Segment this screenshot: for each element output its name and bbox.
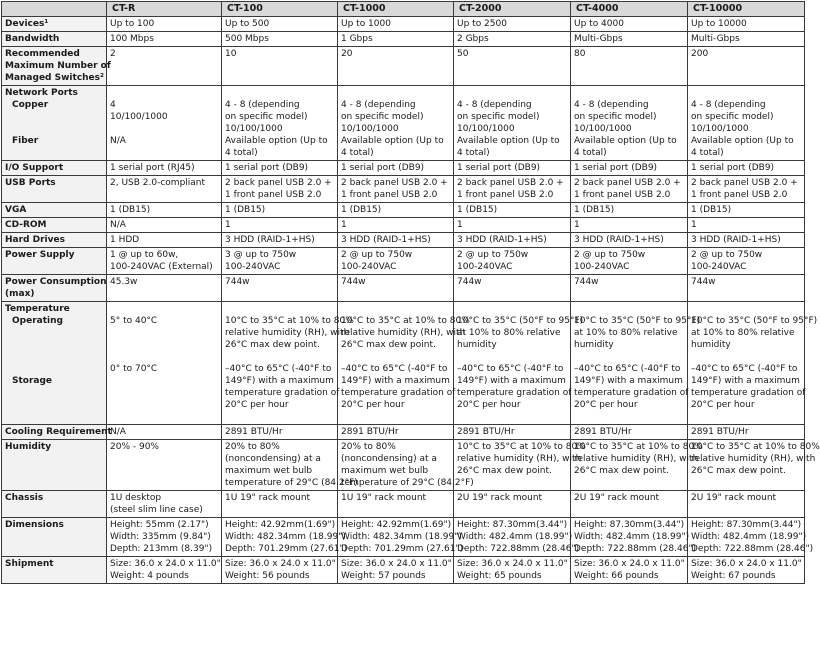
label-network-ports: Network Ports (5, 88, 78, 98)
row-label-usb-ports: USB Ports (2, 176, 107, 203)
cell-chassis-ct-10000 (688, 491, 805, 518)
humidity-line: 10°C to 35°C at 10% to 80% (574, 442, 703, 452)
copper-line: on specific model) (225, 112, 308, 122)
psu-line: 2 @ up to 750w (341, 250, 413, 260)
cell-ports-ct-4000 (571, 86, 688, 161)
cell-hdd-ct-4000: 3 HDD (RAID-1+HS) (571, 233, 688, 248)
ship-line: Size: 36.0 x 24.0 x 11.0" (110, 559, 221, 569)
cell-hdd-ct-10000: 3 HDD (RAID-1+HS) (688, 233, 805, 248)
cell-switches-ct-10000: 200 (688, 47, 805, 86)
humidity-line: (noncondensing) at a (341, 454, 437, 464)
storage-line: temperature gradation of (341, 388, 456, 398)
row-shipment (2, 557, 805, 584)
chassis-line: 2U 19" rack mount (457, 493, 543, 503)
label-line: Managed Switches² (5, 73, 104, 83)
dims-line: Height: 87.30mm(3.44") (691, 520, 802, 530)
storage-line: 149°F) with a maximum (574, 376, 683, 386)
dims-line: Width: 482.4mm (18.99") (691, 532, 807, 542)
cell-devices-ct-10000: Up to 10000 (688, 17, 805, 32)
usb-line: 2 back panel USB 2.0 + (457, 178, 564, 188)
dims-line: Depth: 701.29mm (27.61") (341, 544, 464, 554)
chassis-line: 1U 19" rack mount (341, 493, 427, 503)
storage-line: temperature gradation of (574, 388, 689, 398)
header-ct-1000: CT-1000 (338, 2, 454, 17)
chassis-line: 1U desktop (110, 493, 162, 503)
humidity-line: relative humidity (RH), with (457, 454, 582, 464)
humidity-line: temperature of 29°C (84.2°F) (341, 478, 474, 488)
dims-line: Width: 482.34mm (18.99") (341, 532, 462, 542)
cell-devices-ct-100: Up to 500 (222, 17, 338, 32)
row-label-network-ports (2, 86, 107, 161)
row-hard-drives (2, 233, 805, 248)
row-label-cdrom: CD-ROM (2, 218, 107, 233)
operating-line: at 10% to 80% relative (457, 328, 561, 338)
humidity-line: 10°C to 35°C at 10% to 80% (691, 442, 820, 452)
storage-line: 149°F) with a maximum (225, 376, 334, 386)
row-label-vga: VGA (2, 203, 107, 218)
psu-line: 1 @ up to 60w, (110, 250, 179, 260)
cell-ship-ct-10000 (688, 557, 805, 584)
row-label-chassis: Chassis (2, 491, 107, 518)
cell-pwr-ct-10000: 744w (688, 275, 805, 302)
dims-line: Width: 482.34mm (18.99") (225, 532, 346, 542)
row-label-dimensions: Dimensions (2, 518, 107, 557)
cell-cdrom-ct-100: 1 (222, 218, 338, 233)
cell-vga-ct-4000: 1 (DB15) (571, 203, 688, 218)
cell-switches-ct-1000: 20 (338, 47, 454, 86)
cell-dims-ct-4000 (571, 518, 697, 557)
cell-cooling-ct-r: N/A (107, 425, 222, 440)
dims-line: Depth: 722.88mm (28.46") (691, 544, 814, 554)
cell-cooling-ct-1000: 2891 BTU/Hr (338, 425, 454, 440)
dims-line: Depth: 722.88mm (28.46") (574, 544, 697, 554)
cell-io-ct-1000: 1 serial port (DB9) (338, 161, 454, 176)
chassis-line: 2U 19" rack mount (691, 493, 777, 503)
usb-line: 2, USB 2.0-compliant (110, 178, 206, 188)
cell-humidity-ct-1000 (338, 440, 474, 491)
cell-cdrom-ct-1000: 1 (338, 218, 454, 233)
cell-hdd-ct-r: 1 HDD (107, 233, 222, 248)
row-dimensions (2, 518, 805, 557)
psu-line: 100-240VAC (457, 262, 513, 272)
cell-chassis-ct-100 (222, 491, 338, 518)
cell-ports-ct-r (107, 86, 222, 161)
ship-line: Weight: 56 pounds (225, 571, 310, 581)
cell-cdrom-ct-4000: 1 (571, 218, 688, 233)
psu-line: 100-240VAC (External) (110, 262, 213, 272)
cell-vga-ct-2000: 1 (DB15) (454, 203, 571, 218)
operating-line: 10°C to 35°C (50°F to 95°F) (574, 316, 701, 326)
psu-line: 3 @ up to 750w (225, 250, 297, 260)
cell-switches-ct-2000: 50 (454, 47, 571, 86)
operating-line: 10°C to 35°C at 10% to 80% (341, 316, 470, 326)
cell-dims-ct-1000 (338, 518, 464, 557)
fiber-line: 4 total) (574, 148, 607, 158)
humidity-line: maximum wet bulb (341, 466, 429, 476)
ship-line: Weight: 65 pounds (457, 571, 542, 581)
storage-line: 20°C per hour (225, 400, 289, 410)
copper-line: on specific model) (341, 112, 424, 122)
psu-line: 100-240VAC (225, 262, 281, 272)
fiber-line: Available option (Up to (457, 136, 560, 146)
cell-chassis-ct-r (107, 491, 222, 518)
label-fiber: Fiber (12, 136, 39, 146)
ship-line: Size: 36.0 x 24.0 x 11.0" (225, 559, 336, 569)
dims-line: Height: 87.30mm(3.44") (457, 520, 568, 530)
humidity-line: 20% to 80% (225, 442, 280, 452)
label-line: Maximum Number of (5, 61, 111, 71)
fiber-line: N/A (110, 136, 126, 146)
humidity-line: maximum wet bulb (225, 466, 313, 476)
row-label-cooling: Cooling Requirement (2, 425, 107, 440)
psu-line: 100-240VAC (341, 262, 397, 272)
cell-vga-ct-100: 1 (DB15) (222, 203, 338, 218)
operating-line: humidity (574, 340, 614, 350)
label-line: Power Consumption (5, 277, 107, 287)
cell-ports-ct-10000 (688, 86, 805, 161)
header-corner (2, 2, 107, 17)
operating-line: relative humidity (RH), with (225, 328, 350, 338)
cell-ship-ct-r (107, 557, 222, 584)
operating-line: at 10% to 80% relative (574, 328, 678, 338)
storage-line: –40°C to 65°C (-40°F to (225, 364, 332, 374)
psu-line: 100-240VAC (574, 262, 630, 272)
storage-line: –40°C to 65°C (-40°F to (341, 364, 448, 374)
humidity-line: temperature of 29°C (84.2°F) (225, 478, 358, 488)
cell-cooling-ct-100: 2891 BTU/Hr (222, 425, 338, 440)
cell-humidity-ct-100 (222, 440, 358, 491)
operating-line: 10°C to 35°C (50°F to 95°F) (691, 316, 818, 326)
ship-line: Weight: 66 pounds (574, 571, 659, 581)
copper-line: 10/100/1000 (225, 124, 283, 134)
header-ct-100: CT-100 (222, 2, 338, 17)
usb-line: 2 back panel USB 2.0 + (341, 178, 448, 188)
humidity-line: 10°C to 35°C at 10% to 80% (457, 442, 586, 452)
spec-comparison-table (1, 1, 820, 584)
cell-io-ct-10000: 1 serial port (DB9) (688, 161, 805, 176)
cell-vga-ct-1000: 1 (DB15) (338, 203, 454, 218)
dims-line: Width: 335mm (9.84") (110, 532, 211, 542)
label-temperature: Temperature (5, 304, 70, 314)
usb-line: 1 front panel USB 2.0 (225, 190, 322, 200)
psu-line: 2 @ up to 750w (574, 250, 646, 260)
header-ct-4000: CT-4000 (571, 2, 688, 17)
header-row (2, 2, 805, 17)
cell-ship-ct-2000 (454, 557, 571, 584)
storage-line: temperature gradation of (225, 388, 340, 398)
cell-humidity-ct-10000 (688, 440, 820, 491)
fiber-line: Available option (Up to (341, 136, 444, 146)
row-humidity (2, 440, 805, 491)
copper-line: 10/100/1000 (574, 124, 632, 134)
cell-psu-ct-100 (222, 248, 338, 275)
cell-pwr-ct-4000: 744w (571, 275, 688, 302)
humidity-line: 26°C max dew point. (457, 466, 552, 476)
row-label-power-consumption (2, 275, 107, 302)
psu-line: 2 @ up to 750w (457, 250, 529, 260)
humidity-line: relative humidity (RH), with (691, 454, 816, 464)
cell-bandwidth-ct-r: 100 Mbps (107, 32, 222, 47)
cell-devices-ct-r: Up to 100 (107, 17, 222, 32)
cell-psu-ct-r (107, 248, 222, 275)
cell-switches-ct-4000: 80 (571, 47, 688, 86)
cell-dims-ct-10000 (688, 518, 814, 557)
cell-cooling-ct-10000: 2891 BTU/Hr (688, 425, 805, 440)
row-chassis (2, 491, 805, 518)
cell-ports-ct-100 (222, 86, 338, 161)
cell-ports-ct-2000 (454, 86, 571, 161)
cell-humidity-ct-4000 (571, 440, 703, 491)
cell-temp-ct-1000 (338, 302, 470, 425)
storage-line: 20°C per hour (691, 400, 755, 410)
label-line: (max) (5, 289, 35, 299)
row-label-power-supply: Power Supply (2, 248, 107, 275)
row-power-consumption (2, 275, 805, 302)
copper-line: on specific model) (691, 112, 774, 122)
row-network-ports (2, 86, 805, 161)
humidity-line: relative humidity (RH), with (574, 454, 699, 464)
row-managed-switches (2, 47, 805, 86)
cell-io-ct-100: 1 serial port (DB9) (222, 161, 338, 176)
storage-line: 149°F) with a maximum (691, 376, 800, 386)
row-label-managed-switches (2, 47, 111, 86)
cell-dims-ct-100 (222, 518, 348, 557)
cell-devices-ct-4000: Up to 4000 (571, 17, 688, 32)
copper-line: 10/100/1000 (691, 124, 749, 134)
row-label-devices: Devices¹ (2, 17, 107, 32)
header-ct-2000: CT-2000 (454, 2, 571, 17)
operating-line: 10°C to 35°C at 10% to 80% (225, 316, 354, 326)
cell-bandwidth-ct-10000: Multi-Gbps (688, 32, 805, 47)
operating-line: 10°C to 35°C (50°F to 95°F) (457, 316, 584, 326)
copper-line: 4 - 8 (depending (574, 100, 649, 110)
dims-line: Height: 87.30mm(3.44") (574, 520, 685, 530)
cell-psu-ct-10000 (688, 248, 805, 275)
header-ct-10000: CT-10000 (688, 2, 805, 17)
row-temperature (2, 302, 805, 425)
fiber-line: 4 total) (457, 148, 490, 158)
label-line: Recommended (5, 49, 80, 59)
chassis-line: 2U 19" rack mount (574, 493, 660, 503)
row-label-shipment: Shipment (2, 557, 107, 584)
storage-line: temperature gradation of (691, 388, 806, 398)
storage-line: 149°F) with a maximum (457, 376, 566, 386)
cell-bandwidth-ct-100: 500 Mbps (222, 32, 338, 47)
ship-line: Weight: 57 pounds (341, 571, 426, 581)
ship-line: Size: 36.0 x 24.0 x 11.0" (691, 559, 802, 569)
row-devices (2, 17, 805, 32)
ship-line: Weight: 67 pounds (691, 571, 776, 581)
cell-temp-ct-4000 (571, 302, 701, 425)
row-label-io-support: I/O Support (2, 161, 107, 176)
storage-line: –40°C to 65°C (-40°F to (574, 364, 681, 374)
fiber-line: Available option (Up to (225, 136, 328, 146)
cell-usb-ct-4000 (571, 176, 688, 203)
cell-chassis-ct-4000 (571, 491, 688, 518)
ship-line: Size: 36.0 x 24.0 x 11.0" (457, 559, 568, 569)
copper-line: 4 - 8 (depending (691, 100, 766, 110)
row-cdrom (2, 218, 805, 233)
row-bandwidth (2, 32, 805, 47)
cell-vga-ct-10000: 1 (DB15) (688, 203, 805, 218)
dims-line: Height: 42.92mm(1.69") (225, 520, 336, 530)
usb-line: 1 front panel USB 2.0 (457, 190, 554, 200)
dims-line: Depth: 701.29mm (27.61") (225, 544, 348, 554)
cell-ship-ct-1000 (338, 557, 454, 584)
dims-line: Height: 55mm (2.17") (110, 520, 209, 530)
cell-switches-ct-100: 10 (222, 47, 338, 86)
cell-ports-ct-1000 (338, 86, 454, 161)
dims-line: Width: 482.4mm (18.99") (457, 532, 573, 542)
operating-line: at 10% to 80% relative (691, 328, 795, 338)
cell-cdrom-ct-2000: 1 (454, 218, 571, 233)
cell-temp-ct-r (107, 302, 222, 425)
copper-line: 4 - 8 (depending (341, 100, 416, 110)
storage-line: 149°F) with a maximum (341, 376, 450, 386)
storage-line: 20°C per hour (457, 400, 521, 410)
cell-pwr-ct-r: 45.3w (107, 275, 222, 302)
cell-ship-ct-4000 (571, 557, 688, 584)
fiber-line: 4 total) (225, 148, 258, 158)
cell-usb-ct-1000 (338, 176, 454, 203)
row-label-bandwidth: Bandwidth (2, 32, 107, 47)
cell-hdd-ct-100: 3 HDD (RAID-1+HS) (222, 233, 338, 248)
chassis-line: (steel slim line case) (110, 505, 203, 515)
fiber-line: 4 total) (691, 148, 724, 158)
copper-line: 4 (110, 100, 116, 110)
row-label-temperature (2, 302, 107, 425)
row-io-support (2, 161, 805, 176)
storage-line: 20°C per hour (341, 400, 405, 410)
cell-ship-ct-100 (222, 557, 338, 584)
cell-humidity-ct-r (107, 440, 222, 491)
copper-line: on specific model) (457, 112, 540, 122)
label-operating: Operating (12, 316, 63, 326)
cell-cooling-ct-2000: 2891 BTU/Hr (454, 425, 571, 440)
psu-line: 2 @ up to 750w (691, 250, 763, 260)
operating-line: 26°C max dew point. (341, 340, 436, 350)
cell-switches-ct-r: 2 (107, 47, 222, 86)
cell-usb-ct-2000 (454, 176, 571, 203)
cell-bandwidth-ct-1000: 1 Gbps (338, 32, 454, 47)
fiber-line: Available option (Up to (691, 136, 794, 146)
cell-temp-ct-10000 (688, 302, 818, 425)
humidity-line: 26°C max dew point. (574, 466, 669, 476)
usb-line: 2 back panel USB 2.0 + (691, 178, 798, 188)
usb-line: 2 back panel USB 2.0 + (574, 178, 681, 188)
cell-cooling-ct-4000: 2891 BTU/Hr (571, 425, 688, 440)
cell-dims-ct-2000 (454, 518, 580, 557)
dims-line: Depth: 722.88mm (28.46") (457, 544, 580, 554)
ship-line: Weight: 4 pounds (110, 571, 189, 581)
fiber-line: 4 total) (341, 148, 374, 158)
row-label-humidity: Humidity (2, 440, 107, 491)
cell-psu-ct-2000 (454, 248, 571, 275)
row-vga (2, 203, 805, 218)
operating-line: humidity (457, 340, 497, 350)
operating-line: 26°C max dew point. (225, 340, 320, 350)
cell-bandwidth-ct-4000: Multi-Gbps (571, 32, 688, 47)
fiber-line: Available option (Up to (574, 136, 677, 146)
cell-pwr-ct-1000: 744w (338, 275, 454, 302)
storage-line: 20°C per hour (574, 400, 638, 410)
operating-line: relative humidity (RH), with (341, 328, 466, 338)
chassis-line: 1U 19" rack mount (225, 493, 311, 503)
cell-temp-ct-100 (222, 302, 354, 425)
cell-io-ct-4000: 1 serial port (DB9) (571, 161, 688, 176)
copper-line: on specific model) (574, 112, 657, 122)
cell-psu-ct-4000 (571, 248, 688, 275)
row-cooling (2, 425, 805, 440)
cell-chassis-ct-2000 (454, 491, 571, 518)
cell-devices-ct-1000: Up to 1000 (338, 17, 454, 32)
cell-psu-ct-1000 (338, 248, 454, 275)
copper-line: 4 - 8 (depending (457, 100, 532, 110)
cell-usb-ct-r (107, 176, 222, 203)
row-usb-ports (2, 176, 805, 203)
cell-hdd-ct-2000: 3 HDD (RAID-1+HS) (454, 233, 571, 248)
ship-line: Size: 36.0 x 24.0 x 11.0" (341, 559, 452, 569)
cell-cdrom-ct-r: N/A (107, 218, 222, 233)
ship-line: Size: 36.0 x 24.0 x 11.0" (574, 559, 685, 569)
dims-line: Height: 42.92mm(1.69") (341, 520, 452, 530)
header-ct-r: CT-R (107, 2, 222, 17)
label-storage: Storage (12, 376, 53, 386)
copper-line: 4 - 8 (depending (225, 100, 300, 110)
psu-line: 100-240VAC (691, 262, 747, 272)
usb-line: 1 front panel USB 2.0 (341, 190, 438, 200)
label-copper: Copper (12, 100, 49, 110)
cell-pwr-ct-100: 744w (222, 275, 338, 302)
cell-temp-ct-2000 (454, 302, 584, 425)
storage-line: –40°C to 65°C (-40°F to (691, 364, 798, 374)
cell-hdd-ct-1000: 3 HDD (RAID-1+HS) (338, 233, 454, 248)
dims-line: Width: 482.4mm (18.99") (574, 532, 690, 542)
cell-devices-ct-2000: Up to 2500 (454, 17, 571, 32)
cell-pwr-ct-2000: 744w (454, 275, 571, 302)
cell-io-ct-2000: 1 serial port (DB9) (454, 161, 571, 176)
storage-line: 0° to 70°C (110, 364, 158, 374)
dims-line: Depth: 213mm (8.39") (110, 544, 213, 554)
usb-line: 1 front panel USB 2.0 (574, 190, 671, 200)
cell-cdrom-ct-10000: 1 (688, 218, 805, 233)
row-label-hard-drives: Hard Drives (2, 233, 107, 248)
operating-line: humidity (691, 340, 731, 350)
storage-line: temperature gradation of (457, 388, 572, 398)
cell-usb-ct-10000 (688, 176, 805, 203)
copper-line: 10/100/1000 (341, 124, 399, 134)
humidity-line: 20% to 80% (341, 442, 396, 452)
cell-vga-ct-r: 1 (DB15) (107, 203, 222, 218)
storage-line: –40°C to 65°C (-40°F to (457, 364, 564, 374)
operating-line: 5° to 40°C (110, 316, 158, 326)
copper-line: 10/100/1000 (457, 124, 515, 134)
row-power-supply (2, 248, 805, 275)
cell-dims-ct-r (107, 518, 222, 557)
cell-usb-ct-100 (222, 176, 338, 203)
cell-chassis-ct-1000 (338, 491, 454, 518)
cell-bandwidth-ct-2000: 2 Gbps (454, 32, 571, 47)
cell-io-ct-r: 1 serial port (RJ45) (107, 161, 222, 176)
copper-line: 10/100/1000 (110, 112, 168, 122)
usb-line: 1 front panel USB 2.0 (691, 190, 788, 200)
humidity-line: (noncondensing) at a (225, 454, 321, 464)
humidity-line: 26°C max dew point. (691, 466, 786, 476)
usb-line: 2 back panel USB 2.0 + (225, 178, 332, 188)
humidity-line: 20% - 90% (110, 442, 159, 452)
